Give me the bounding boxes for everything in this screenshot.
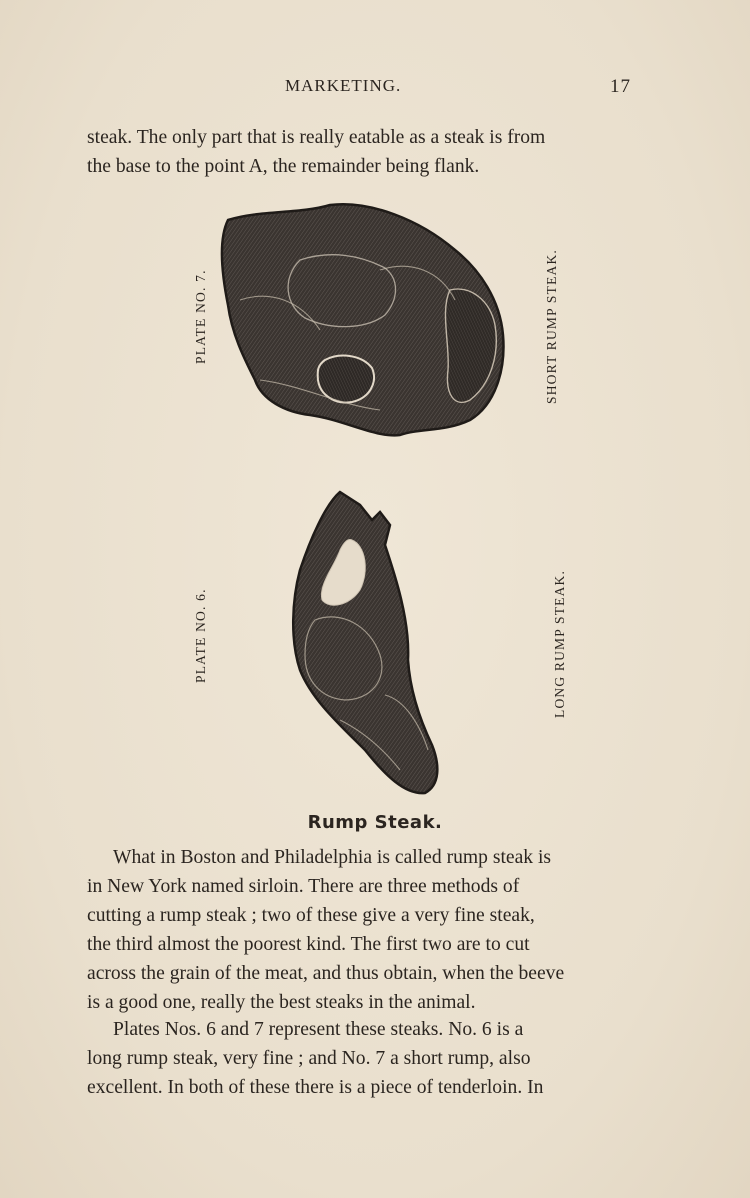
body-paragraph-1	[87, 843, 642, 1017]
short-rump-steak-label: SHORT RUMP STEAK.	[544, 249, 559, 404]
text-line: in New York named sirloin. There are three methods of	[87, 876, 520, 897]
text-line: across the grain of the meat, and thus obtain, when the beeve	[87, 963, 565, 984]
text-line: What in Boston and Philadelphia is called rump steak is	[113, 847, 552, 868]
long-rump-steak-engraving	[293, 492, 437, 793]
text-line: long rump steak, very fine ; and No. 7 a short rump, also	[87, 1048, 531, 1069]
page-number: 17	[610, 76, 631, 97]
plate-7-label: PLATE NO. 7.	[193, 269, 208, 364]
long-rump-steak-label: LONG RUMP STEAK.	[552, 569, 567, 718]
running-head-title: MARKETING.	[285, 76, 402, 95]
text-line: is a good one, really the best steaks in the animal.	[87, 992, 476, 1013]
text-line: steak. The only part that is really eatable as a steak is from	[87, 127, 546, 148]
plate-6-label: PLATE NO. 6.	[193, 588, 208, 683]
text-line: excellent. In both of these there is a piece of tenderloin. In	[87, 1077, 544, 1098]
text-line: cutting a rump steak ; two of these give a very fine steak,	[87, 905, 535, 926]
body-paragraph-2	[87, 1015, 642, 1102]
text-line: the base to the point A, the remainder being flank.	[87, 156, 480, 177]
text-line: Plates Nos. 6 and 7 represent these steaks. No. 6 is a	[113, 1019, 524, 1040]
figure-caption: Rump Steak.	[307, 812, 443, 833]
short-rump-steak-engraving	[222, 204, 504, 435]
text-line: the third almost the poorest kind. The first two are to cut	[87, 934, 530, 955]
